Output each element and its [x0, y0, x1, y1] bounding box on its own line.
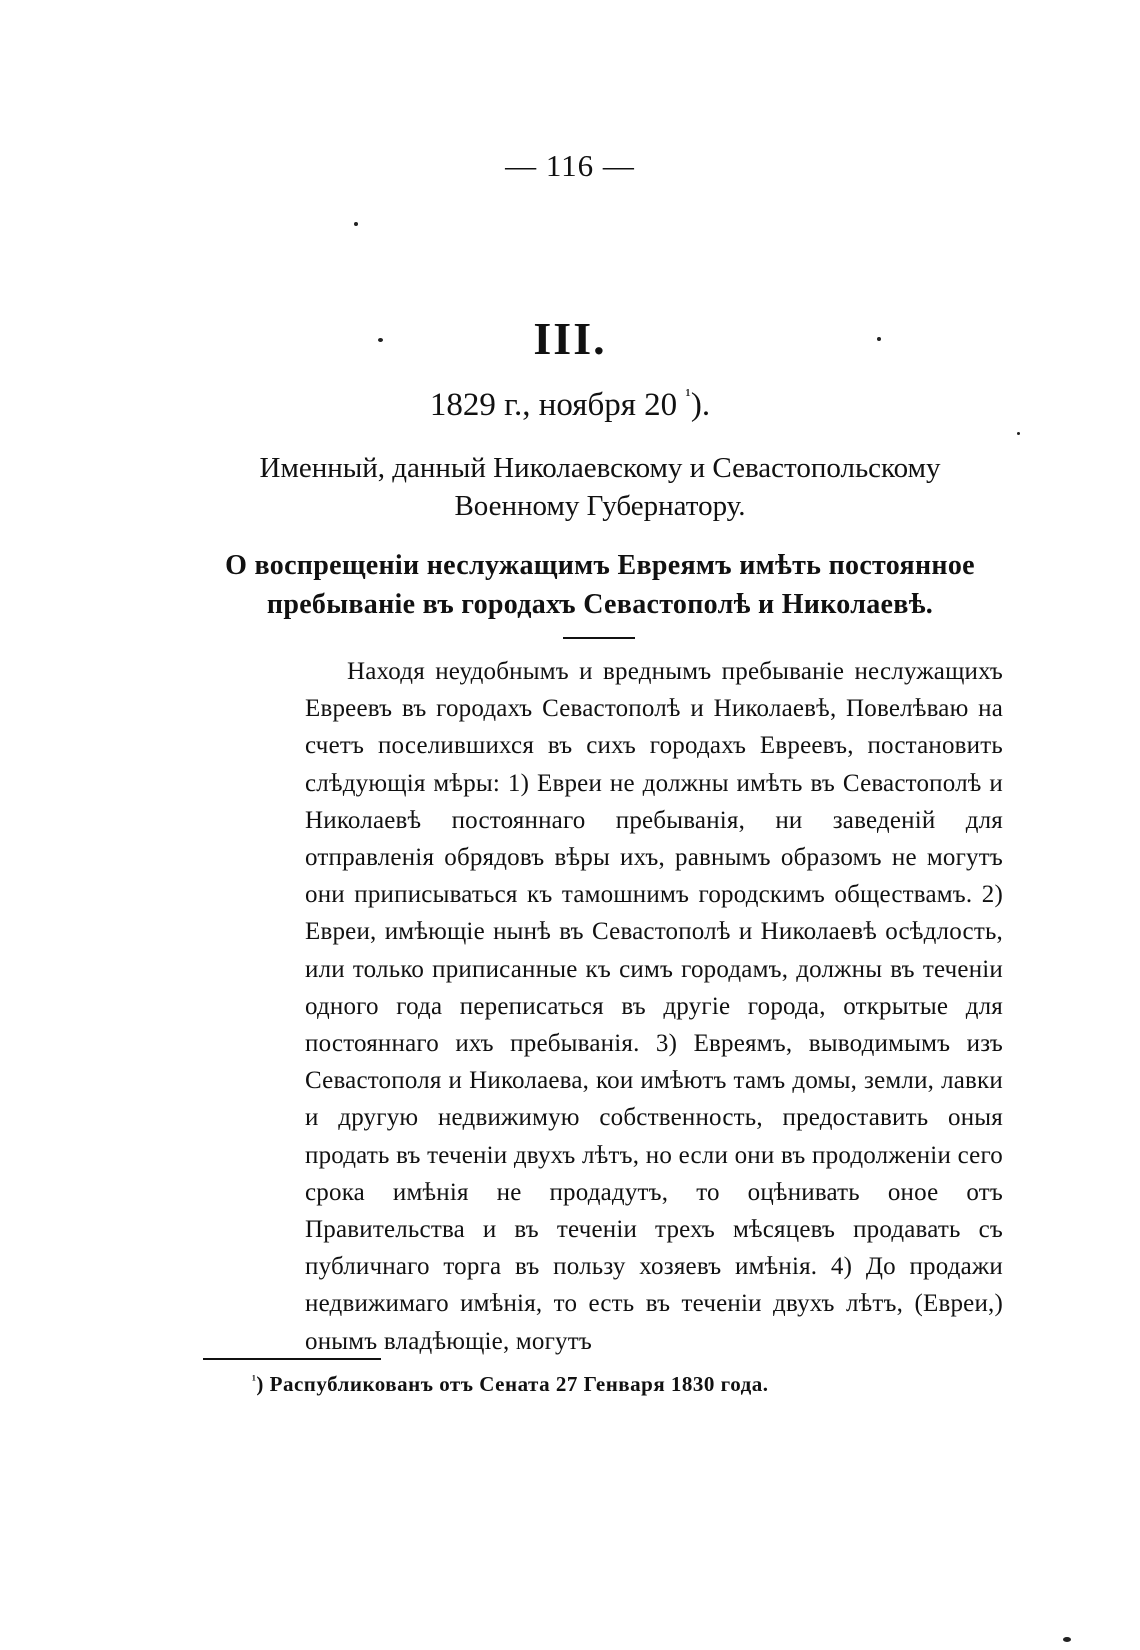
heading-divider — [563, 637, 635, 639]
date-text: 1829 г., ноября 20 — [429, 387, 678, 423]
page-number: — 116 — — [505, 148, 635, 183]
date-footnote-mark: ¹ — [685, 385, 691, 405]
footnote-text: ) Распубликованъ отъ Сената 27 Генваря 1830 года. — [256, 1372, 769, 1396]
section-number: III. — [533, 313, 607, 364]
scan-speck — [877, 337, 881, 341]
scan-speck — [378, 338, 383, 342]
scan-speck — [1017, 432, 1020, 435]
decree-subtitle: Именный, данный Николаевскому и Севастопольскому Военному Губернатору. — [259, 452, 941, 522]
decree-body-text: Находя неудобнымъ и вреднымъ пребываніе неслужащихъ Евреевъ въ городахъ Севастополѣ и Николаевѣ, Повелѣваю на счетъ поселившихся въ сихъ городахъ Евреевъ, постановить слѣдующія мѣры: 1) Евреи не должны имѣть въ Севастополѣ и Николаевѣ постояннаго пребыванія, ни заведеній для отправленія обрядовъ вѣры ихъ, равнымъ образомъ не могутъ они приписываться къ тамошнимъ городскимъ обществамъ. 2) Евреи, имѣющіе нынѣ въ Севастополѣ и Николаевѣ осѣдлость, или только приписанные къ симъ городамъ, должны въ теченіи одного года переписаться въ другіе города, открытые для постояннаго ихъ пребыванія. 3) Евреямъ, выводимымъ изъ Севастополя и Николаева, кои имѣютъ тамъ домы, земли, лавки и другую недвижимую собственность, предоставить оныя продать въ теченіи двухъ лѣтъ, но если они въ продолженіи сего срока имѣнія не продадутъ, то оцѣнивать оное отъ Правительства и въ теченіи трехъ мѣсяцевъ продавать съ публичнаго торга въ пользу хозяевъ имѣнія. 4) До продажи недвижимаго имѣнія, то есть въ теченіи двухъ лѣтъ, (Евреи,) онымъ владѣющіе, могутъ — [305, 658, 1003, 1355]
footnote — [252, 1372, 952, 1397]
footnote-divider — [203, 1358, 381, 1360]
scan-speck — [354, 222, 358, 226]
date-close: ). — [690, 387, 711, 423]
decree-heading: О воспрещеніи неслужащимъ Евреямъ имѣть постоянное пребываніе въ городахъ Севастополѣ и Николаевѣ. — [225, 550, 975, 620]
scan-speck — [1063, 1637, 1071, 1642]
date-line — [0, 387, 1140, 424]
footnote-mark: ¹ — [252, 1372, 257, 1387]
